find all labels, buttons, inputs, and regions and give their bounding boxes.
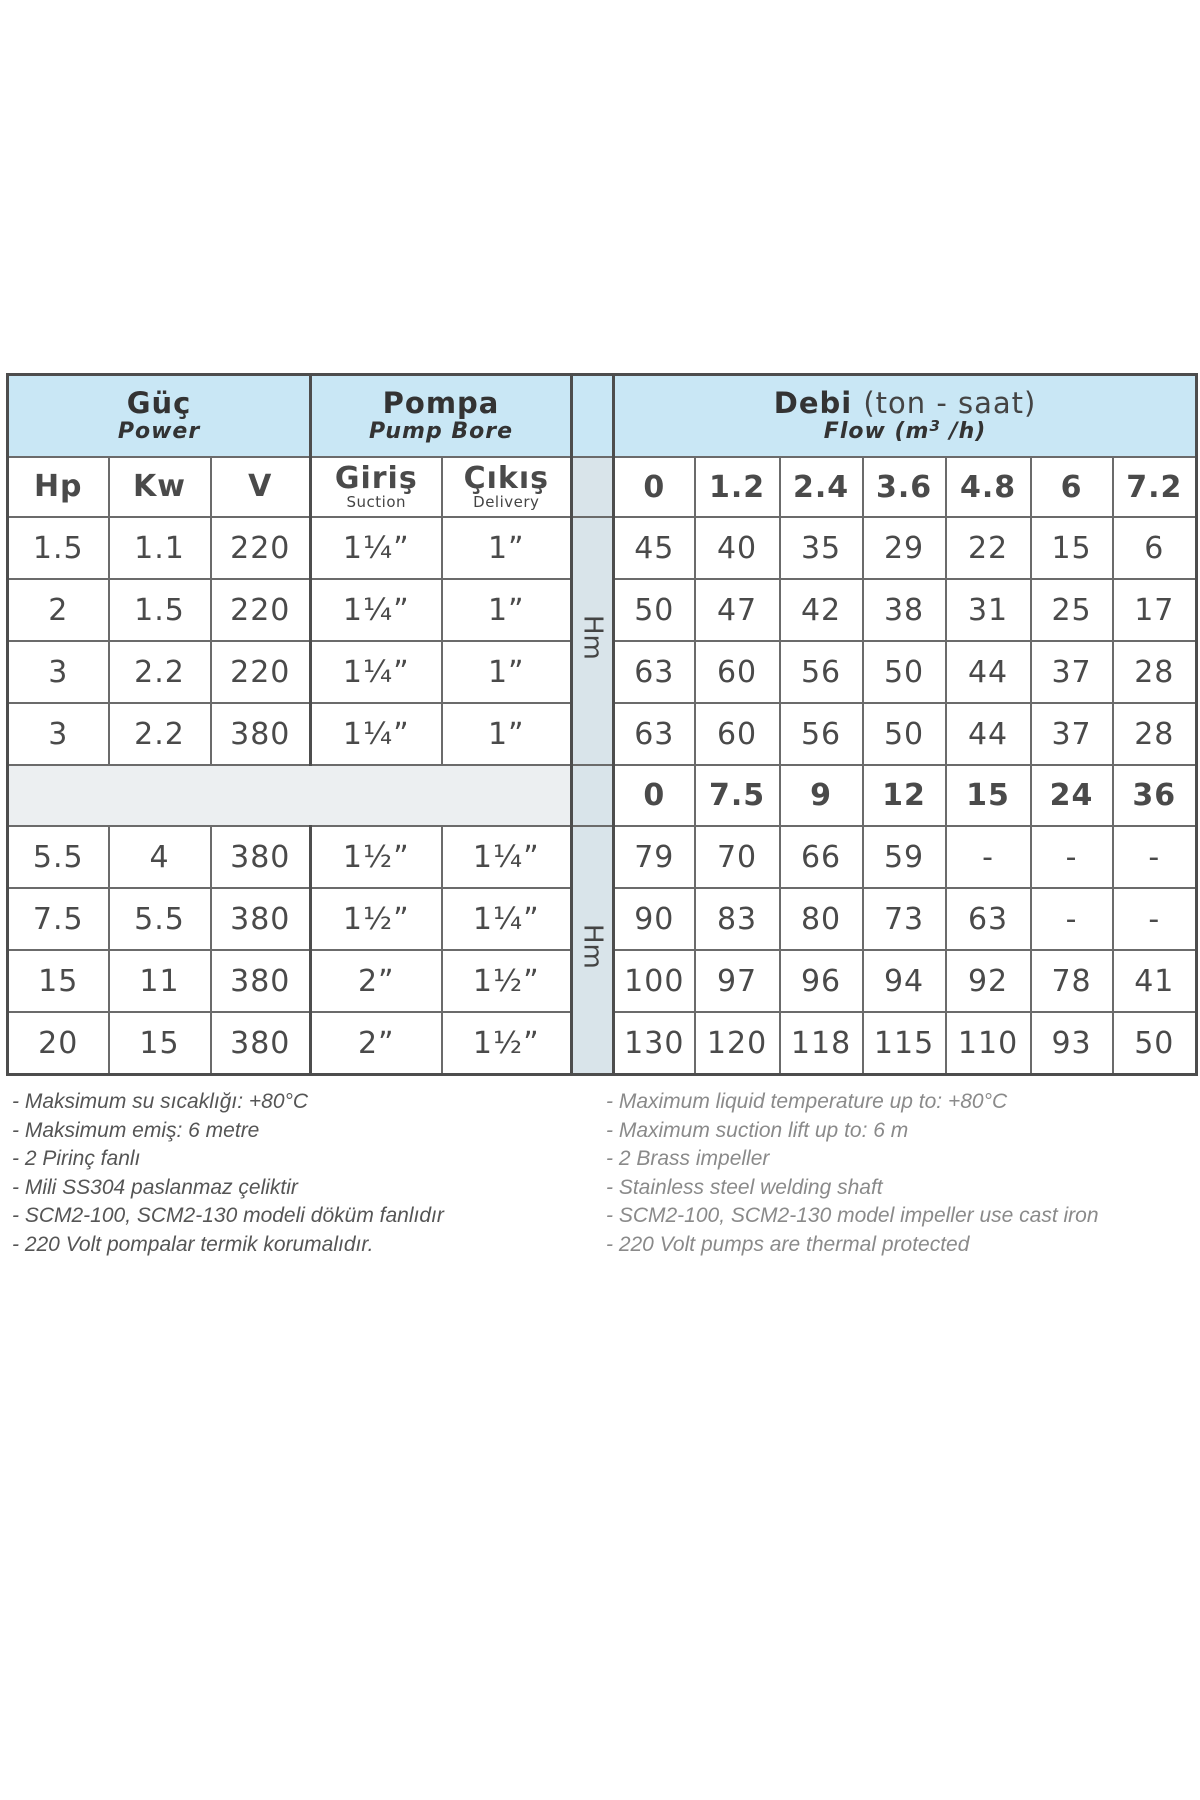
- flow-title-tr: Debi: [773, 386, 853, 420]
- head-value: 97: [695, 950, 780, 1012]
- voltage-column-header: [211, 457, 311, 517]
- head-value: 28: [1113, 641, 1197, 703]
- delivery-value: 1¼”: [442, 888, 572, 950]
- power-header-en: Power: [117, 419, 201, 444]
- head-value: 35: [780, 517, 863, 579]
- flow-rate-value: 7.2: [1113, 457, 1197, 517]
- head-value: 73: [863, 888, 946, 950]
- hp-value: 2: [8, 579, 109, 641]
- head-value: 96: [780, 950, 863, 1012]
- table-body: [8, 517, 1197, 1075]
- head-value: 115: [863, 1012, 946, 1075]
- head-value: -: [946, 826, 1031, 888]
- note-item: - Maksimum emiş: 6 metre: [12, 1118, 260, 1142]
- head-value: 100: [614, 950, 695, 1012]
- hp-value: 7.5: [8, 888, 109, 950]
- head-value: 50: [863, 703, 946, 765]
- head-value: 25: [1031, 579, 1113, 641]
- head-value: 63: [946, 888, 1031, 950]
- note-item: - 220 Volt pompalar termik korumalıdır.: [12, 1232, 374, 1256]
- flow-unit-tr: (ton - saat): [863, 386, 1037, 420]
- head-value: 83: [695, 888, 780, 950]
- flow-rate-value: 9: [780, 765, 863, 826]
- note-item: - SCM2-100, SCM2-130 model impeller use cast iron: [606, 1204, 1099, 1227]
- flow-rate-value: 12: [863, 765, 946, 826]
- voltage-value: 380: [211, 888, 311, 950]
- head-value: 130: [614, 1012, 695, 1075]
- head-value: 79: [614, 826, 695, 888]
- head-value: 92: [946, 950, 1031, 1012]
- flow-unit-en: /h): [940, 419, 987, 444]
- note-item: - Maximum liquid temperature up to: +80°C: [606, 1090, 1008, 1113]
- voltage-label: V: [248, 469, 273, 504]
- head-value: 28: [1113, 703, 1197, 765]
- head-value: 17: [1113, 579, 1197, 641]
- head-value: 118: [780, 1012, 863, 1075]
- head-value: 66: [780, 826, 863, 888]
- suction-value: 1¼”: [311, 579, 442, 641]
- flow-rate-value: 3.6: [863, 457, 946, 517]
- kw-value: 1.5: [109, 579, 211, 641]
- head-value: 110: [946, 1012, 1031, 1075]
- flow-header-en: [615, 419, 1195, 445]
- delivery-value: 1”: [442, 703, 572, 765]
- hp-value: 5.5: [8, 826, 109, 888]
- head-value: 47: [695, 579, 780, 641]
- hp-value: 3: [8, 703, 109, 765]
- pump-header-en: Pump Bore: [369, 419, 514, 444]
- head-column: [572, 826, 614, 1075]
- voltage-value: 220: [211, 579, 311, 641]
- hp-value: 3: [8, 641, 109, 703]
- head-value: 78: [1031, 950, 1113, 1012]
- delivery-value: 1¼”: [442, 826, 572, 888]
- delivery-value: 1½”: [442, 1012, 572, 1075]
- suction-value: 1½”: [311, 826, 442, 888]
- head-value: 93: [1031, 1012, 1113, 1075]
- head-value: 50: [863, 641, 946, 703]
- flow-rate-value: 36: [1113, 765, 1197, 826]
- kw-value: 2.2: [109, 703, 211, 765]
- delivery-value: 1”: [442, 579, 572, 641]
- head-value: -: [1031, 826, 1113, 888]
- head-value: 40: [695, 517, 780, 579]
- head-value: 37: [1031, 703, 1113, 765]
- head-value: 37: [1031, 641, 1113, 703]
- note-item: - 220 Volt pumps are thermal protected: [606, 1232, 970, 1256]
- pump-bore-header: [311, 375, 572, 458]
- head-value: 44: [946, 641, 1031, 703]
- column-header-row: [8, 457, 1197, 517]
- head-value: 29: [863, 517, 946, 579]
- notes-turkish: [12, 1088, 444, 1259]
- head-value: 90: [614, 888, 695, 950]
- head-column-spacer: [572, 765, 614, 826]
- head-value: 60: [695, 641, 780, 703]
- delivery-label-en: Delivery: [473, 493, 540, 511]
- kw-value: 15: [109, 1012, 211, 1075]
- delivery-value: 1”: [442, 641, 572, 703]
- head-value: 38: [863, 579, 946, 641]
- head-value: 63: [614, 641, 695, 703]
- delivery-column-header: [442, 457, 572, 517]
- suction-value: 2”: [311, 1012, 442, 1075]
- note-item: - 2 Pirinç fanlı: [12, 1147, 141, 1170]
- head-column: [572, 517, 614, 765]
- flow-rate-value: 4.8: [946, 457, 1031, 517]
- flow-rate-value: 1.2: [695, 457, 780, 517]
- delivery-value: 1”: [442, 517, 572, 579]
- head-value: 31: [946, 579, 1031, 641]
- voltage-value: 380: [211, 1012, 311, 1075]
- voltage-value: 380: [211, 950, 311, 1012]
- hp-column-header: [8, 457, 109, 517]
- suction-value: 1¼”: [311, 641, 442, 703]
- flow-rate-value: 7.5: [695, 765, 780, 826]
- pump-header-tr: Pompa: [382, 386, 500, 420]
- head-value: 60: [695, 703, 780, 765]
- head-column-spacer: [572, 457, 614, 517]
- suction-column-header: [311, 457, 442, 517]
- head-value: 50: [614, 579, 695, 641]
- voltage-value: 220: [211, 641, 311, 703]
- pump-model-row: [8, 517, 1197, 579]
- flow-header: [614, 375, 1197, 458]
- delivery-value: 1½”: [442, 950, 572, 1012]
- suction-value: 1¼”: [311, 703, 442, 765]
- head-value: 59: [863, 826, 946, 888]
- flow-rate-value: 6: [1031, 457, 1113, 517]
- suction-value: 1¼”: [311, 517, 442, 579]
- flow-rate-value: 15: [946, 765, 1031, 826]
- suction-label-en: Suction: [346, 493, 407, 511]
- head-label: Hm: [577, 923, 608, 969]
- voltage-value: 380: [211, 703, 311, 765]
- hp-value: 20: [8, 1012, 109, 1075]
- kw-value: 4: [109, 826, 211, 888]
- kw-value: 1.1: [109, 517, 211, 579]
- head-value: 41: [1113, 950, 1197, 1012]
- head-value: 45: [614, 517, 695, 579]
- pump-model-row: [8, 826, 1197, 888]
- flow-rate-value: 0: [614, 765, 695, 826]
- delivery-label-tr: Çıkış: [463, 461, 549, 496]
- power-header: [8, 375, 311, 458]
- head-value: 94: [863, 950, 946, 1012]
- flow-rate-value: 2.4: [780, 457, 863, 517]
- flow-title-en: Flow (m: [823, 419, 930, 444]
- head-value: 6: [1113, 517, 1197, 579]
- power-header-tr: Güç: [126, 386, 192, 420]
- voltage-value: 380: [211, 826, 311, 888]
- head-label: Hm: [577, 614, 608, 660]
- kw-column-header: [109, 457, 211, 517]
- head-value: 44: [946, 703, 1031, 765]
- head-value: 120: [695, 1012, 780, 1075]
- kw-value: 11: [109, 950, 211, 1012]
- flow-rate-value: 0: [614, 457, 695, 517]
- flow-rate-value: 24: [1031, 765, 1113, 826]
- group-header-row: [8, 375, 1197, 458]
- head-value: 15: [1031, 517, 1113, 579]
- head-value: 63: [614, 703, 695, 765]
- note-item: - Stainless steel welding shaft: [606, 1175, 883, 1199]
- note-item: - Maximum suction lift up to: 6 m: [606, 1118, 909, 1142]
- hp-label: Hp: [33, 469, 83, 504]
- head-value: 50: [1113, 1012, 1197, 1075]
- hp-value: 1.5: [8, 517, 109, 579]
- head-value: 56: [780, 641, 863, 703]
- head-value: 56: [780, 703, 863, 765]
- separator-band: [8, 765, 572, 826]
- kw-value: 5.5: [109, 888, 211, 950]
- head-value: 70: [695, 826, 780, 888]
- flow-unit-exponent: 3: [929, 417, 941, 435]
- head-value: -: [1031, 888, 1113, 950]
- note-item: - Mili SS304 paslanmaz çeliktir: [12, 1175, 298, 1199]
- head-value: 42: [780, 579, 863, 641]
- hp-value: 15: [8, 950, 109, 1012]
- suction-label-tr: Giriş: [334, 461, 418, 496]
- head-value: -: [1113, 888, 1197, 950]
- notes-english: [606, 1088, 1099, 1259]
- pump-performance-table: [6, 373, 1198, 1076]
- kw-value: 2.2: [109, 641, 211, 703]
- voltage-value: 220: [211, 517, 311, 579]
- note-item: - Maksimum su sıcaklığı: +80°C: [12, 1090, 309, 1113]
- kw-label: Kw: [133, 469, 186, 504]
- head-value: 80: [780, 888, 863, 950]
- note-item: - 2 Brass impeller: [606, 1147, 770, 1170]
- suction-value: 1½”: [311, 888, 442, 950]
- note-item: - SCM2-100, SCM2-130 modeli döküm fanlıdır: [12, 1204, 444, 1227]
- head-column-top: [572, 375, 614, 458]
- suction-value: 2”: [311, 950, 442, 1012]
- head-value: 22: [946, 517, 1031, 579]
- flow-header-tr: [615, 387, 1195, 419]
- flow-rate-row: [8, 765, 1197, 826]
- head-value: -: [1113, 826, 1197, 888]
